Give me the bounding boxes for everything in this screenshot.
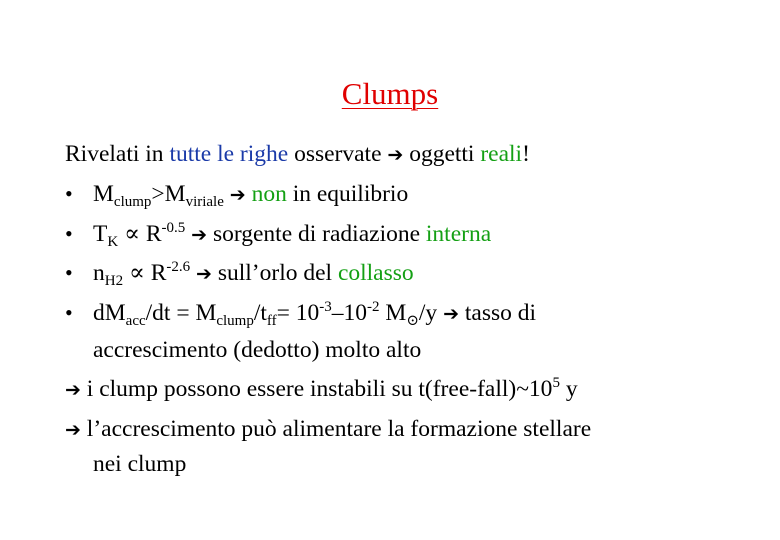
right-arrow-icon: ➔ [191,224,208,246]
b3-text-4: sull’orlo del [211,260,338,286]
b2-highlight: interna [425,221,492,247]
conclusion-line-2-continuation: nei clump [93,451,187,477]
intro-line [65,140,530,169]
b3-sub-1: H2 [104,273,124,289]
b1-text-1: M [93,181,114,207]
c1-text-2: y [559,376,578,402]
b4-sup-2: -2 [367,299,380,315]
b4-sup-1: -3 [319,299,332,315]
bullet-line-4 [93,299,536,328]
b4-text-6: M [379,300,407,326]
b2-sup-1: -0.5 [161,220,186,236]
b2-text-1: T [93,221,108,247]
right-arrow-icon: ➔ [196,263,212,285]
b3-text-2: ∝ R [123,260,167,286]
b4-text-4: = 10 [276,300,320,326]
b4-text-3: /t [253,300,267,326]
b4-sub-1: acc [125,313,146,329]
b4-text-5: –10 [331,300,368,326]
conclusion-line-2 [65,415,591,444]
b1-sub-2: viriale [185,194,224,210]
b2-text-2: ∝ R [118,221,162,247]
intro-text-3: oggetti [403,141,481,167]
right-arrow-icon: ➔ [65,419,81,441]
intro-highlight-real: reali [480,141,523,167]
b4-text-1: dM [93,300,126,326]
b2-text-4: sorgente di radiazione [207,221,426,247]
c1-text-1: i clump possono essere instabili su t(free-fall)~10 [80,376,553,402]
right-arrow-icon: ➔ [65,379,81,401]
intro-highlight-lines: tutte le righe [169,141,289,167]
slide-title: Clumps [341,76,439,111]
c2-text-1: l’accrescimento può alimentare la formazione stellare [80,416,592,442]
b4-sub-3: ff [266,313,277,329]
b1-highlight: non [251,181,287,207]
bullet-dot: • [65,221,73,246]
b4-sun-symbol: ⊙ [406,313,419,329]
b4-text-8: tasso di [458,300,537,326]
bullet-dot: • [65,260,73,285]
c1-sup-1: 5 [552,375,560,391]
b1-sub-1: clump [113,194,152,210]
intro-text-4: ! [522,141,530,167]
b4-text-7: /y [418,300,444,326]
intro-text-2: osservate [288,141,388,167]
right-arrow-icon: ➔ [387,144,404,166]
b3-sup-1: -2.6 [166,259,191,275]
b3-highlight: collasso [337,260,414,286]
bullet-line-3 [93,259,414,288]
bullet-line-2 [93,220,491,249]
b3-text-1: n [93,260,105,286]
b4-sub-2: clump [216,313,254,329]
b1-text-2: >M [151,181,186,207]
b1-text-4: in equilibrio [286,181,409,207]
bullet-line-1 [93,180,408,209]
b4-text-2: /dt = M [145,300,217,326]
intro-text-1: Rivelati in [65,141,170,167]
conclusion-line-1 [65,375,578,404]
bullet-dot: • [65,300,73,325]
bullet-dot: • [65,181,73,206]
right-arrow-icon: ➔ [443,303,459,325]
bullet-line-4-continuation: accrescimento (dedotto) molto alto [93,337,422,363]
b2-sub-1: K [107,234,119,250]
right-arrow-icon: ➔ [229,184,246,206]
